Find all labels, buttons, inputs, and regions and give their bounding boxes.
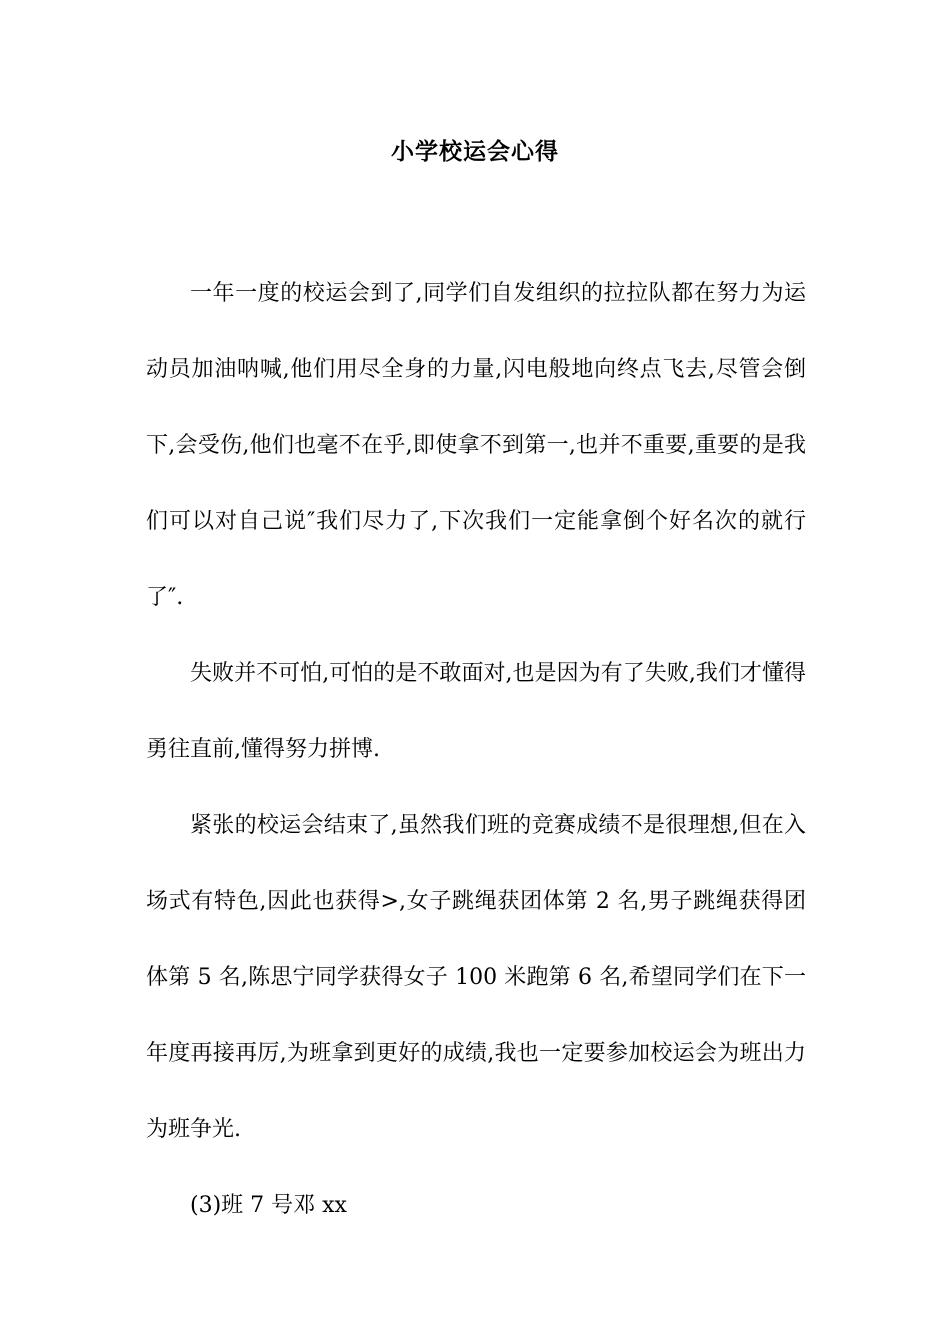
document-body [146, 256, 806, 1244]
paragraph-failure: 失败并不可怕,可怕的是不敢面对,也是因为有了失败,我们才懂得勇往直前,懂得努力拼博. [146, 661, 806, 762]
author-signature: (3)班 7 号邓 xx [190, 1193, 347, 1218]
document-title: 小学校运会心得 [391, 138, 559, 165]
paragraph-results: 紧张的校运会结束了,虽然我们班的竞赛成绩不是很理想,但在入场式有特色,因此也获得>,女子跳绳获团体第 2 名,男子跳绳获得团体第 5 名,陈思宁同学获得女子 100 米跑第 6 名,希望同学们在下一年度再接再厉,为班拿到更好的成绩,我也一定要参加校运会为班出力为班争光. [146, 813, 806, 1142]
paragraph-cheerleading: 一年一度的校运会到了,同学们自发组织的拉拉队都在努力为运动员加油呐喊,他们用尽全身的力量,闪电般地向终点飞去,尽管会倒下,会受伤,他们也毫不在乎,即使拿不到第一,也并不重要,重要的是我们可以对自己说″我们尽力了,下次我们一定能拿倒个好名次的就行了″. [146, 281, 806, 610]
